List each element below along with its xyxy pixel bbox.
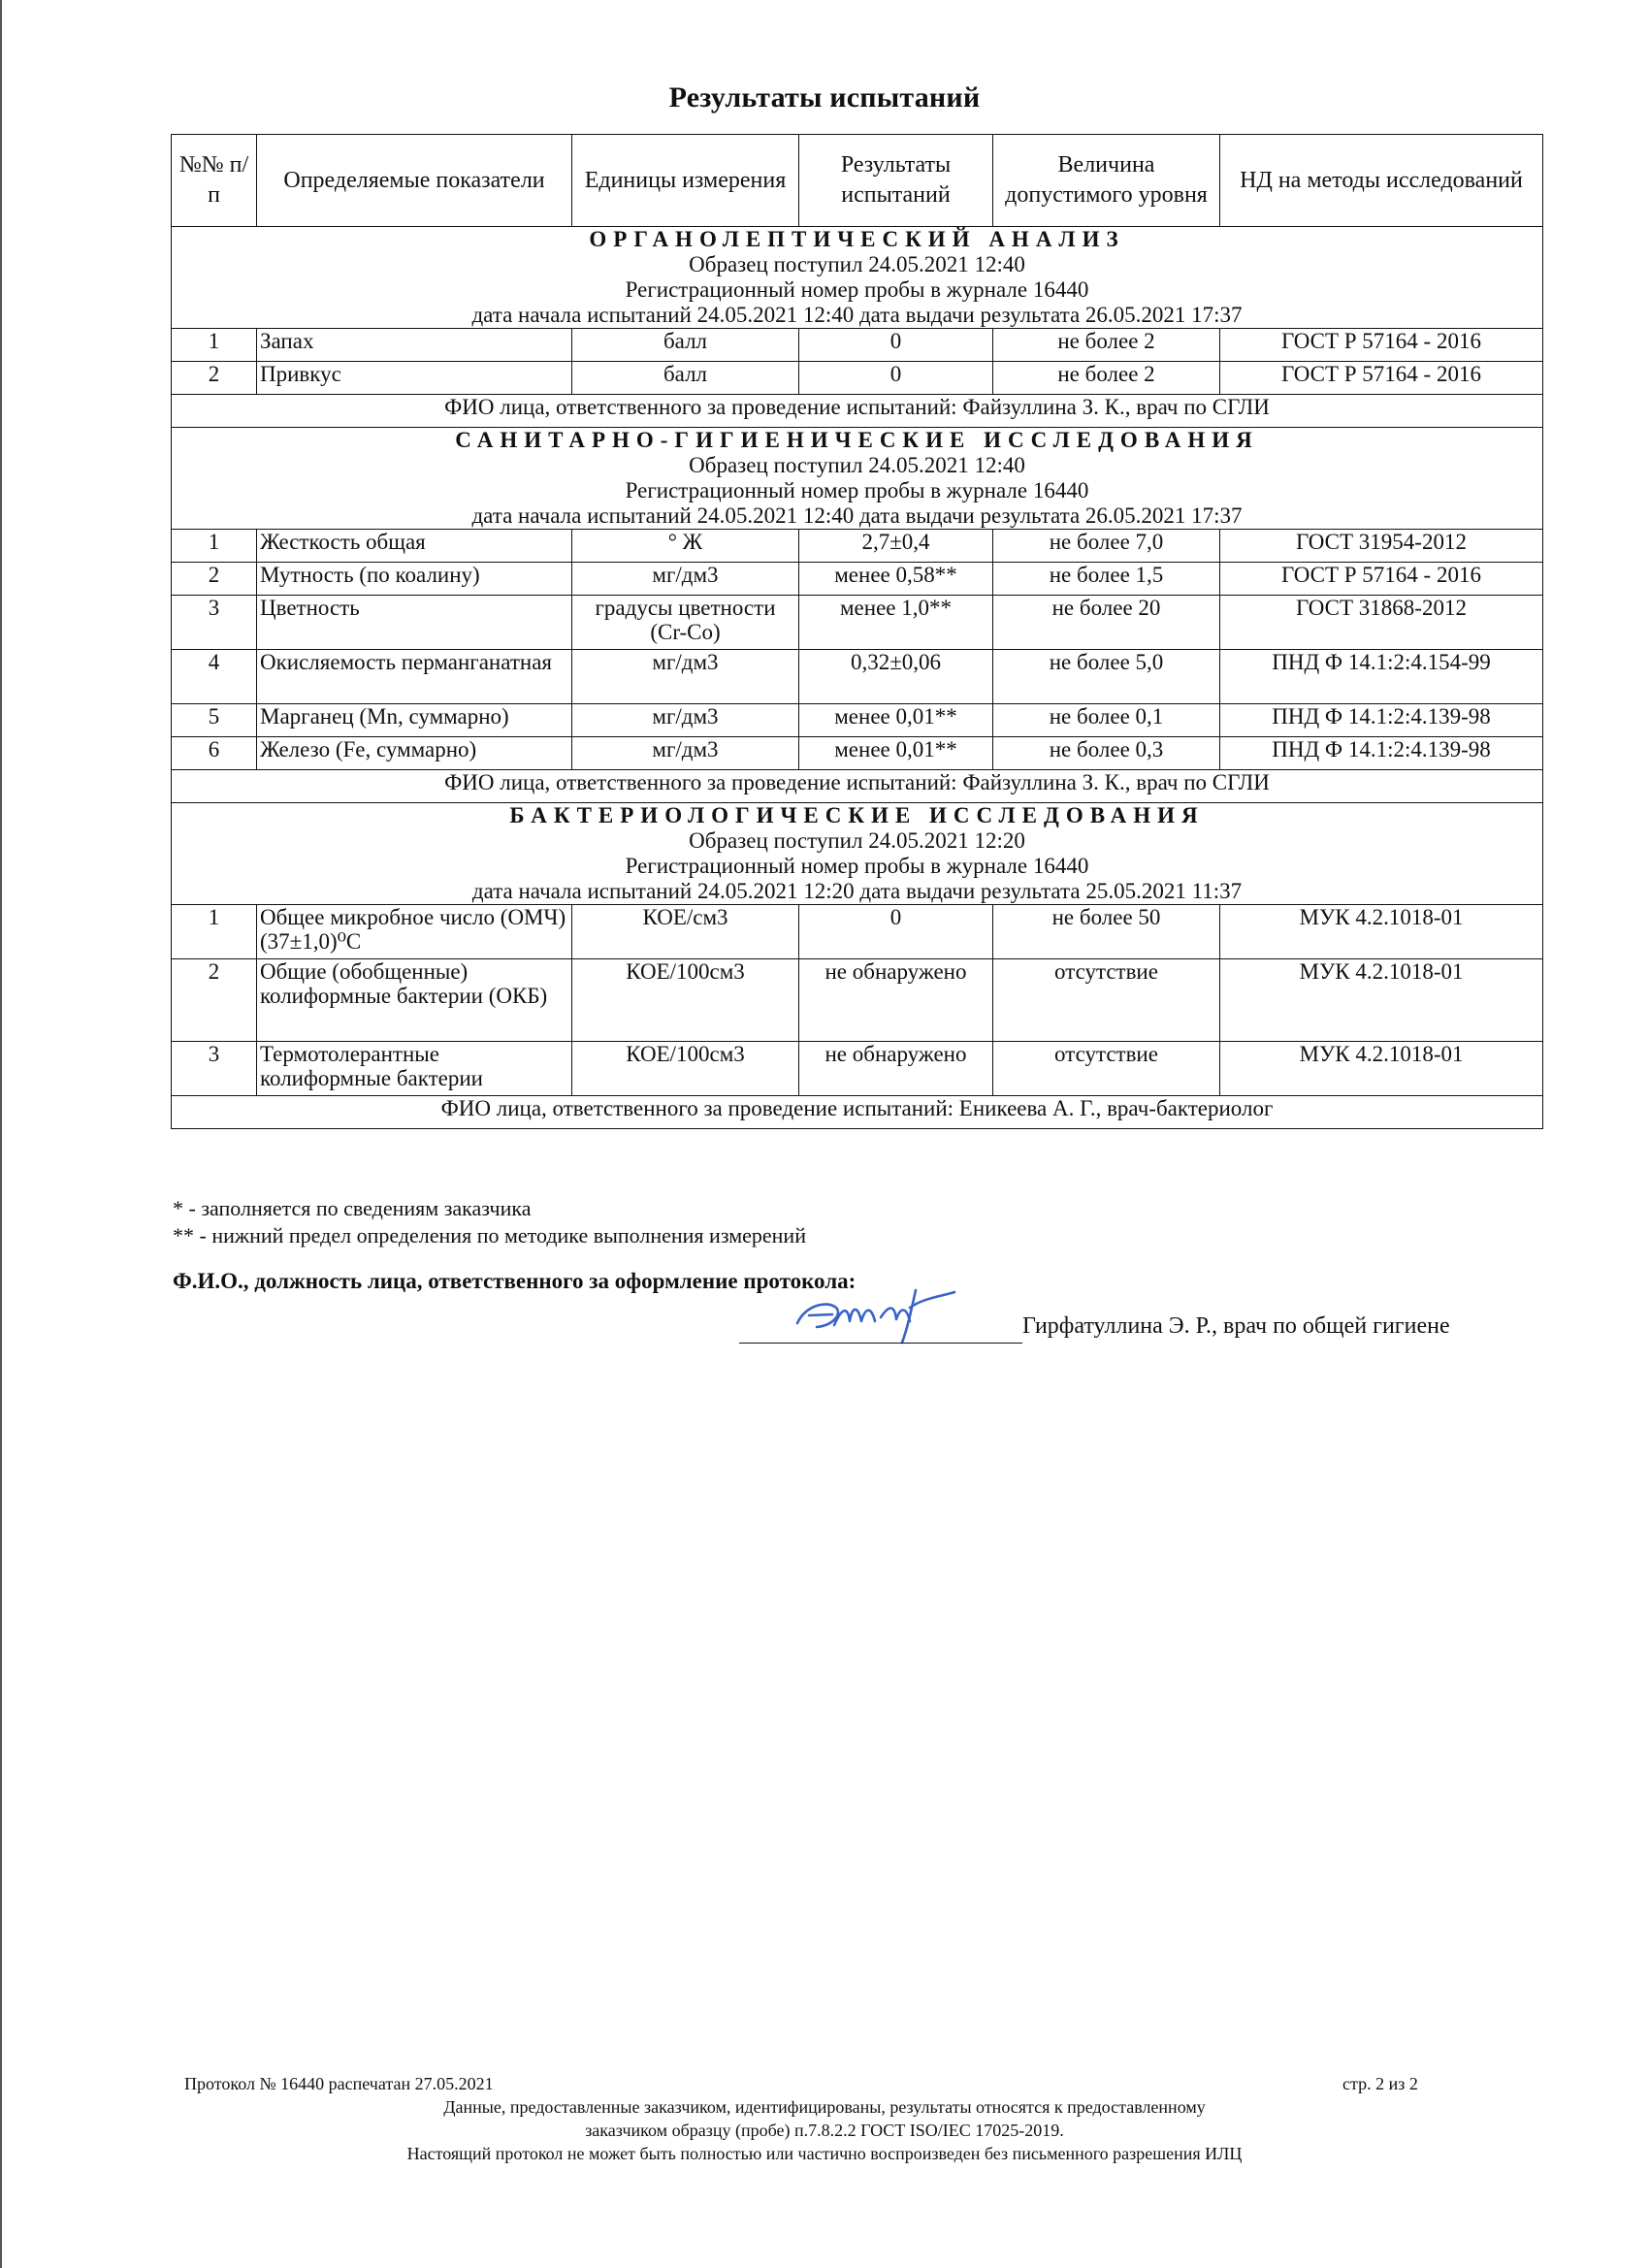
cell-limit: не более 5,0 <box>993 650 1220 704</box>
cell-number: 1 <box>172 329 257 362</box>
section-title: ОРГАНОЛЕПТИЧЕСКИЙ АНАЛИЗ <box>589 227 1125 251</box>
registration-number: Регистрационный номер пробы в журнале 16440 <box>625 277 1089 302</box>
footnote-customer: * - заполняется по сведениям заказчика <box>173 1196 532 1220</box>
cell-indicator: Жесткость общая <box>257 530 572 563</box>
cell-method: МУК 4.2.1018-01 <box>1220 1042 1543 1096</box>
registration-number: Регистрационный номер пробы в журнале 16440 <box>625 478 1089 502</box>
cell-limit: не более 0,1 <box>993 704 1220 737</box>
cell-indicator: Привкус <box>257 362 572 395</box>
cell-result: менее 0,58** <box>799 563 993 596</box>
header-number: №№ п/п <box>172 135 257 227</box>
footer-page-number: стр. 2 из 2 <box>1342 2074 1418 2093</box>
header-units: Единицы измерения <box>572 135 799 227</box>
cell-limit: не более 1,5 <box>993 563 1220 596</box>
section-title: БАКТЕРИОЛОГИЧЕСКИЕ ИССЛЕДОВАНИЯ <box>509 803 1205 827</box>
cell-indicator: Марганец (Mn, суммарно) <box>257 704 572 737</box>
cell-result: 0 <box>799 362 993 395</box>
cell-method: ПНД Ф 14.1:2:4.139-98 <box>1220 704 1543 737</box>
cell-indicator: Окисляемость перманганатная <box>257 650 572 704</box>
cell-limit: не более 0,3 <box>993 737 1220 770</box>
footer-line: Настоящий протокол не может быть полностью или частично воспроизведен без письменного разрешения ИЛЦ <box>406 2144 1243 2163</box>
cell-result: менее 0,01** <box>799 737 993 770</box>
cell-method: ГОСТ 31868-2012 <box>1220 596 1543 650</box>
responsible-row <box>172 1096 1543 1129</box>
footer-protocol-printed: Протокол № 16440 распечатан 27.05.2021 <box>184 2074 494 2093</box>
cell-indicator: Цветность <box>257 596 572 650</box>
responsible-person: ФИО лица, ответственного за проведение испытаний: Файзуллина З. К., врач по СГЛИ <box>172 770 1543 803</box>
signature-label: Ф.И.О., должность лица, ответственного за оформление протокола: <box>173 1269 857 1293</box>
cell-units: КОЕ/100см3 <box>572 1042 799 1096</box>
cell-indicator: Термотолерантные колиформные бактерии <box>257 1042 572 1096</box>
cell-indicator: Общие (обобщенные) колиформные бактерии (ОКБ) <box>257 959 572 1042</box>
responsible-row <box>172 395 1543 428</box>
table-row <box>172 563 1543 596</box>
table-row <box>172 362 1543 395</box>
header-limit: Величина допустимого уровня <box>993 135 1220 227</box>
page-title: Результаты испытаний <box>668 81 981 113</box>
cell-number: 4 <box>172 650 257 704</box>
cell-number: 1 <box>172 530 257 563</box>
cell-result: менее 1,0** <box>799 596 993 650</box>
table-header-row <box>172 135 1543 227</box>
cell-method: МУК 4.2.1018-01 <box>1220 905 1543 959</box>
cell-units: ° Ж <box>572 530 799 563</box>
scan-edge <box>0 0 2 2268</box>
sample-received: Образец поступил 24.05.2021 12:40 <box>689 252 1025 276</box>
footer-line: заказчиком образцу (пробе) п.7.8.2.2 ГОСТ ISO/IEC 17025-2019. <box>585 2121 1064 2140</box>
section-title: САНИТАРНО-ГИГИЕНИЧЕСКИЕ ИССЛЕДОВАНИЯ <box>455 428 1259 452</box>
cell-limit: не более 2 <box>993 329 1220 362</box>
cell-indicator: Мутность (по коалину) <box>257 563 572 596</box>
cell-result: не обнаружено <box>799 959 993 1042</box>
cell-units: мг/дм3 <box>572 704 799 737</box>
test-dates: дата начала испытаний 24.05.2021 12:40 дата выдачи результата 26.05.2021 17:37 <box>471 503 1243 528</box>
table-row <box>172 737 1543 770</box>
section-header <box>172 803 1543 905</box>
cell-result: 0,32±0,06 <box>799 650 993 704</box>
section-header <box>172 227 1543 329</box>
header-indicator: Определяемые показатели <box>257 135 572 227</box>
cell-method: ПНД Ф 14.1:2:4.154-99 <box>1220 650 1543 704</box>
cell-number: 2 <box>172 362 257 395</box>
handwritten-signature <box>788 1279 962 1346</box>
cell-units: мг/дм3 <box>572 563 799 596</box>
table-row <box>172 905 1543 959</box>
footnotes <box>173 1195 806 1249</box>
cell-indicator: Запах <box>257 329 572 362</box>
cell-method: ГОСТ Р 57164 - 2016 <box>1220 329 1543 362</box>
footer-line: Данные, предоставленные заказчиком, идентифицированы, результаты относятся к предоставленному <box>443 2097 1206 2117</box>
cell-number: 1 <box>172 905 257 959</box>
cell-limit: отсутствие <box>993 959 1220 1042</box>
signature-line <box>739 1343 1022 1344</box>
cell-units: КОЕ/100см3 <box>572 959 799 1042</box>
cell-result: 2,7±0,4 <box>799 530 993 563</box>
registration-number: Регистрационный номер пробы в журнале 16440 <box>625 854 1089 878</box>
cell-units: мг/дм3 <box>572 737 799 770</box>
cell-number: 2 <box>172 563 257 596</box>
cell-number: 2 <box>172 959 257 1042</box>
cell-number: 3 <box>172 596 257 650</box>
cell-limit: отсутствие <box>993 1042 1220 1096</box>
table-row <box>172 650 1543 704</box>
cell-units: балл <box>572 362 799 395</box>
footnote-detection-limit: ** - нижний предел определения по методике выполнения измерений <box>173 1223 806 1247</box>
responsible-person: ФИО лица, ответственного за проведение испытаний: Файзуллина З. К., врач по СГЛИ <box>172 395 1543 428</box>
cell-method: МУК 4.2.1018-01 <box>1220 959 1543 1042</box>
responsible-row <box>172 770 1543 803</box>
header-method: НД на методы исследований <box>1220 135 1543 227</box>
cell-result: менее 0,01** <box>799 704 993 737</box>
sample-received: Образец поступил 24.05.2021 12:20 <box>689 828 1025 853</box>
cell-limit: не более 7,0 <box>993 530 1220 563</box>
cell-limit: не более 2 <box>993 362 1220 395</box>
cell-result: не обнаружено <box>799 1042 993 1096</box>
header-results: Результаты испытаний <box>799 135 993 227</box>
cell-number: 6 <box>172 737 257 770</box>
table-row <box>172 1042 1543 1096</box>
table-row <box>172 596 1543 650</box>
cell-result: 0 <box>799 329 993 362</box>
table-row <box>172 329 1543 362</box>
signature-name: Гирфатуллина Э. Р., врач по общей гигиене <box>1022 1313 1450 1339</box>
results-table <box>171 134 1543 1129</box>
cell-method: ГОСТ 31954-2012 <box>1220 530 1543 563</box>
table-row <box>172 959 1543 1042</box>
cell-indicator: Железо (Fe, суммарно) <box>257 737 572 770</box>
cell-units: КОЕ/см3 <box>572 905 799 959</box>
cell-number: 3 <box>172 1042 257 1096</box>
table-row <box>172 704 1543 737</box>
cell-units: градусы цветности (Cr-Co) <box>572 596 799 650</box>
cell-units: балл <box>572 329 799 362</box>
cell-number: 5 <box>172 704 257 737</box>
cell-limit: не более 50 <box>993 905 1220 959</box>
cell-method: ПНД Ф 14.1:2:4.139-98 <box>1220 737 1543 770</box>
cell-limit: не более 20 <box>993 596 1220 650</box>
footer-disclaimer <box>0 2095 1649 2165</box>
section-header <box>172 428 1543 530</box>
cell-method: ГОСТ Р 57164 - 2016 <box>1220 563 1543 596</box>
sample-received: Образец поступил 24.05.2021 12:40 <box>689 453 1025 477</box>
responsible-person: ФИО лица, ответственного за проведение испытаний: Еникеева А. Г., врач-бактериолог <box>172 1096 1543 1129</box>
cell-result: 0 <box>799 905 993 959</box>
table-row <box>172 530 1543 563</box>
cell-indicator: Общее микробное число (ОМЧ) (37±1,0)⁰С <box>257 905 572 959</box>
test-dates: дата начала испытаний 24.05.2021 12:40 дата выдачи результата 26.05.2021 17:37 <box>471 303 1243 327</box>
test-dates: дата начала испытаний 24.05.2021 12:20 дата выдачи результата 25.05.2021 11:37 <box>471 879 1243 903</box>
cell-units: мг/дм3 <box>572 650 799 704</box>
cell-method: ГОСТ Р 57164 - 2016 <box>1220 362 1543 395</box>
